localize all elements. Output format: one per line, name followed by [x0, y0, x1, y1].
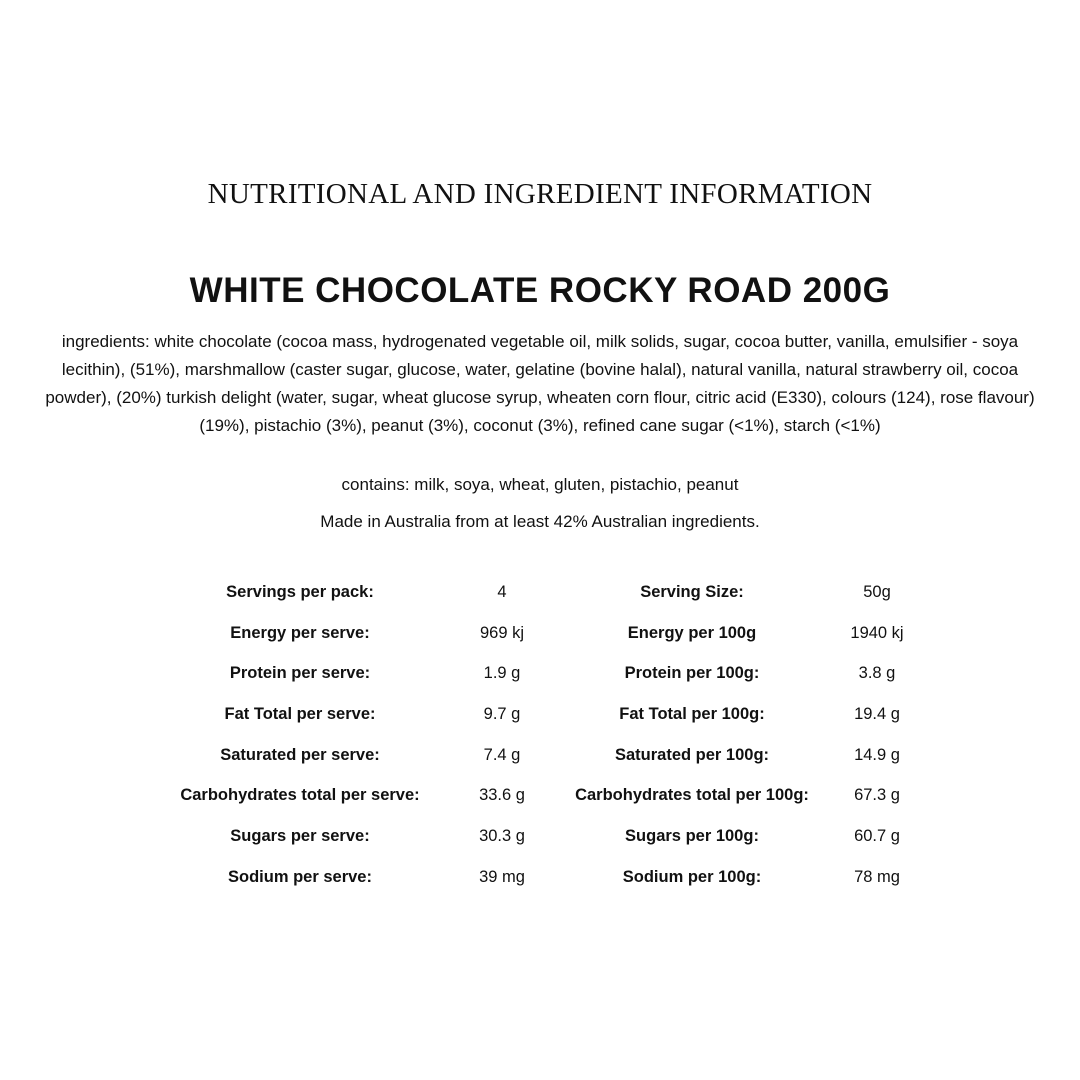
per-serve-value: 7.4 g — [483, 745, 521, 764]
per-100g-label: Protein per 100g: — [624, 664, 760, 683]
per-100g-value: 19.4 g — [854, 705, 900, 724]
nutrition-row — [162, 775, 922, 816]
per-serve-value: 4 — [497, 583, 507, 601]
nutrition-row — [162, 857, 922, 898]
per-serve-label: Sugars per serve: — [230, 827, 370, 846]
per-serve-value: 33.6 g — [479, 786, 525, 805]
per-100g-value: 60.7 g — [854, 827, 900, 846]
per-100g-value: 1940 kj — [850, 623, 904, 642]
per-serve-label: Energy per serve: — [230, 623, 370, 642]
per-serve-value: 1.9 g — [483, 664, 521, 683]
per-100g-label: Sugars per 100g: — [625, 827, 759, 846]
nutrition-row — [162, 613, 922, 654]
per-serve-label: Protein per serve: — [229, 664, 371, 683]
per-100g-label: Serving Size: — [640, 583, 744, 601]
per-serve-label: Carbohydrates total per serve: — [180, 786, 420, 805]
per-serve-label: Servings per pack: — [226, 583, 374, 601]
allergen-contains-text: contains: milk, soya, wheat, gluten, pistachio, peanut — [341, 475, 739, 494]
nutrition-row — [162, 816, 922, 857]
per-serve-value: 9.7 g — [483, 705, 521, 724]
per-100g-value: 50g — [863, 583, 891, 601]
nutrition-row — [162, 572, 922, 613]
per-100g-value: 78 mg — [854, 867, 900, 886]
per-100g-value: 14.9 g — [854, 745, 900, 764]
ingredients-text: ingredients: white chocolate (cocoa mass, hydrogenated vegetable oil, milk solids, sugar, cocoa butter, vanilla, emulsifier - soya lecithin), (51%), marshmallow (caster sugar, glucose, water, gelatine (bovine halal), natural vanilla, natural strawberry oil, cocoa powder), (20%) turkish delight (water, sugar, wheat glucose syrup, wheaten corn flour, citric acid (E330), colours (124), rose flavour) (19%), pistachio (3%), peanut (3%), coconut (3%), refined cane sugar (<1%), starch (<1%) — [45, 332, 1035, 435]
product-title: WHITE CHOCOLATE ROCKY ROAD 200G — [189, 271, 891, 310]
per-serve-label: Fat Total per serve: — [224, 705, 376, 724]
nutrition-row — [162, 735, 922, 776]
per-serve-value: 39 mg — [479, 867, 525, 886]
nutrition-row — [162, 653, 922, 694]
per-100g-label: Sodium per 100g: — [622, 867, 762, 886]
country-of-origin-text: Made in Australia from at least 42% Australian ingredients. — [320, 512, 760, 531]
per-serve-value: 969 kj — [479, 623, 525, 642]
per-serve-label: Sodium per serve: — [228, 867, 372, 886]
nutrition-table — [162, 572, 922, 898]
per-100g-label: Carbohydrates total per 100g: — [575, 786, 809, 805]
per-100g-label: Fat Total per 100g: — [619, 705, 765, 724]
per-100g-label: Saturated per 100g: — [614, 745, 770, 764]
page-header-title: NUTRITIONAL AND INGREDIENT INFORMATION — [207, 178, 873, 210]
per-100g-value: 67.3 g — [854, 786, 900, 805]
nutrition-row — [162, 694, 922, 735]
per-100g-label: Energy per 100g — [627, 623, 757, 642]
per-serve-label: Saturated per serve: — [220, 745, 380, 764]
per-serve-value: 30.3 g — [479, 827, 525, 846]
per-100g-value: 3.8 g — [858, 664, 896, 683]
